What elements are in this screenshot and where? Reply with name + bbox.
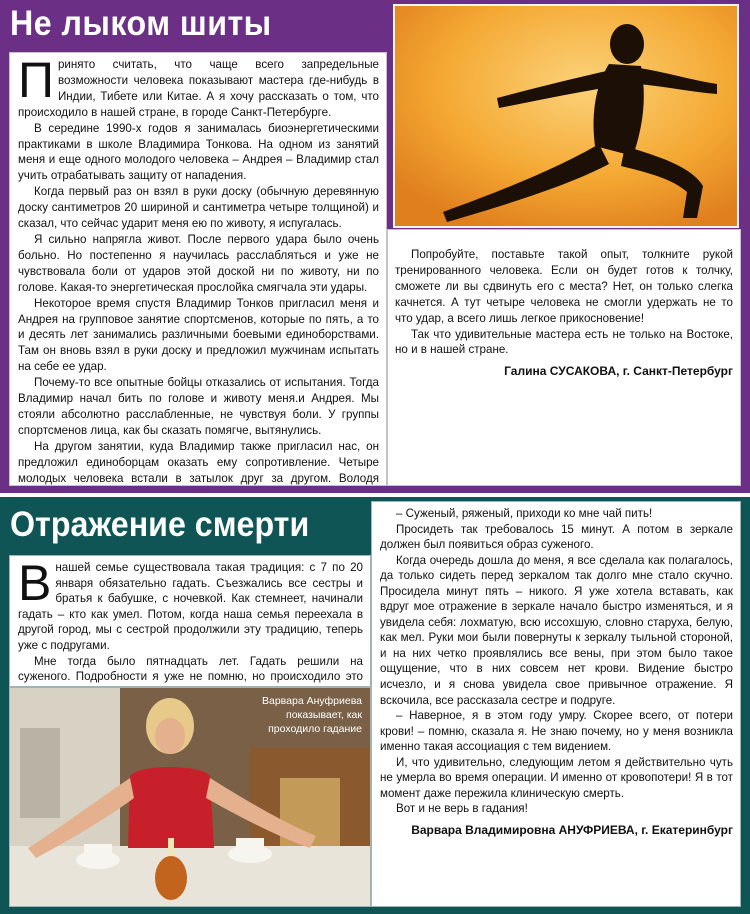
article1-paragraph-5: Некоторое время спустя Владимир Тонков пригласил меня и Андрея на групповое занятие спортсменов, которые по пять, а то и десять лет занимались различными боевыми единоборствами. Там он вновь взял в руки доску и предложил мужчинам испытать на себе ее удар. xyxy=(18,296,379,374)
article2-paragraph-5: Когда очередь дошла до меня, я все сделала как полагалось, да только сидеть перед зеркалом так долго мне стало скучно. Просидела минут пять – никого. Я уже хотела вставать, как вдруг мое отражение в зеркале начало быстро изменяться, и я увидела себя: лохматую, всю иссохшую, словно старуха, белую, как мел. Руки мои были повернуты к зеркалу тыльной стороной, и на них четко проявлялись все вены, при этом было такое ощущение, что в них совсем нет крови. Видение быстро исчезло, и я снова увидела свое привычное отражение. Я вскочила, все рассказала сестре и подруге. xyxy=(380,553,733,707)
article2-paragraph-3: – Суженый, ряженый, приходи ко мне чай пить! xyxy=(396,507,653,520)
article2-signature: Варвара Владимировна АНУФРИЕВА, г. Екатеринбург xyxy=(411,822,733,837)
article2-paragraph-2: Мне тогда было пятнадцать лет. Гадать решили на суженого. Подробности я уже не помню, но происходило это xyxy=(18,654,363,684)
article1-paragraph-8: Попробуйте, поставьте такой опыт, толкните рукой тренированного человека. Если он будет готов к толчку, сможете ли вы сдвинуть его с места? Нет, он только слегка качнется. А тут четыре человека не смогли удержать не то что удар, а всего лишь легкое прикосновение! xyxy=(395,248,733,325)
martial-artist-silhouette-photo xyxy=(393,4,739,228)
article1-paragraph-9: Так что удивительные мастера есть не только на Востоке, но и в нашей стране. xyxy=(395,327,733,357)
article1-paragraph-3: Когда первый раз он взял в руки доску (обычную деревянную доску сантиметров 20 шириной и сантиметра четыре толщиной) и сказал, что сейчас ударит меня ею по животу, я испугалась. xyxy=(18,185,379,231)
photo-caption: Варвара Ануфриева показывает, как проходило гадание xyxy=(262,695,362,735)
article2-drop-cap: В xyxy=(18,555,52,611)
woman-fortune-telling-photo xyxy=(9,687,371,907)
article1-column-1 xyxy=(9,52,387,486)
article1-paragraph-2: В середине 1990-х годов я занималась биоэнергетическими практиками в школе Владимира Тонкова. На одном из занятий меня и еще одного молодого человека – Андрея – Владимир стал учить отрабатывать защиту от нападения. xyxy=(18,121,379,183)
article2-paragraph-4: Просидеть так требовалось 15 минут. А потом в зеркале должен был появиться образ суженого. xyxy=(380,522,733,552)
article1-drop-cap: П xyxy=(18,52,54,108)
article1-title: Не лыком шиты xyxy=(10,4,272,43)
article2-title: Отражение смерти xyxy=(10,505,310,544)
article2-column-1 xyxy=(9,555,371,687)
article1-signature: Галина СУСАКОВА, г. Санкт-Петербург xyxy=(504,364,733,379)
article1-paragraph-6: Почему-то все опытные бойцы отказались от испытания. Тогда Владимир начал бить по голове и животу меня.и Андрея. Мы стояли абсолютно расслабленные, не чувствуя боли. У группы спортсменов лица, как бы сказать помягче, вытянулись. xyxy=(18,376,379,437)
article1-column-2 xyxy=(387,229,741,486)
article2-paragraph-8: Вот и не верь в гадания! xyxy=(396,802,528,816)
silhouette-graphic xyxy=(395,6,739,228)
article1-paragraph-1: Принято считать, что чаще всего запредельные возможности человека показывают мастера где-нибудь в Индии, Тибете или Китае. А я хочу рассказать о том, что происходило в нашей стране, в городе Санкт-Петербурге. xyxy=(18,52,379,119)
article2-column-2 xyxy=(371,501,741,907)
article1-paragraph-4: Я сильно напрягла живот. После первого удара было очень больно. Но постепенно я научилась расслабляться и уже не чувствовала боли от ударов этой доской ни по животу, ни по голове. Какая-то энергетическая прослойка смягчала эти удары. xyxy=(18,232,379,294)
article-otrazhenie-smerti xyxy=(0,497,750,914)
article2-paragraph-7: И, что удивительно, следующим летом я действительно чуть не умерла во время операции. И именно от кровопотери! Я в тот момент даже пережила клиническую смерть. xyxy=(380,755,733,800)
article2-paragraph-6: – Наверное, я в этом году умру. Скорее всего, от потери крови! – помню, сказала я. Не знаю почему, но у меня возникла именно такая ассоциация с тем видением. xyxy=(380,709,733,754)
article1-paragraph-7: На другом занятии, куда Владимир также пригласил нас, он предложил единоборцам оказать ему сопротивление. Четыре молодых человека встали в затылок друг за другом. Володя xyxy=(18,439,379,485)
article2-paragraph-1: Внашей семье существовала такая традиция: с 7 по 20 января обязательно гадать. Съезжались все сестры и братья к бабушке, с ночевкой. Как стемнеет, начинали гадать – кто как умел. Потом, когда наша семья переехала в другой город, мы с сестрой продолжили эту традицию, теперь уже с подругами. xyxy=(18,555,363,652)
